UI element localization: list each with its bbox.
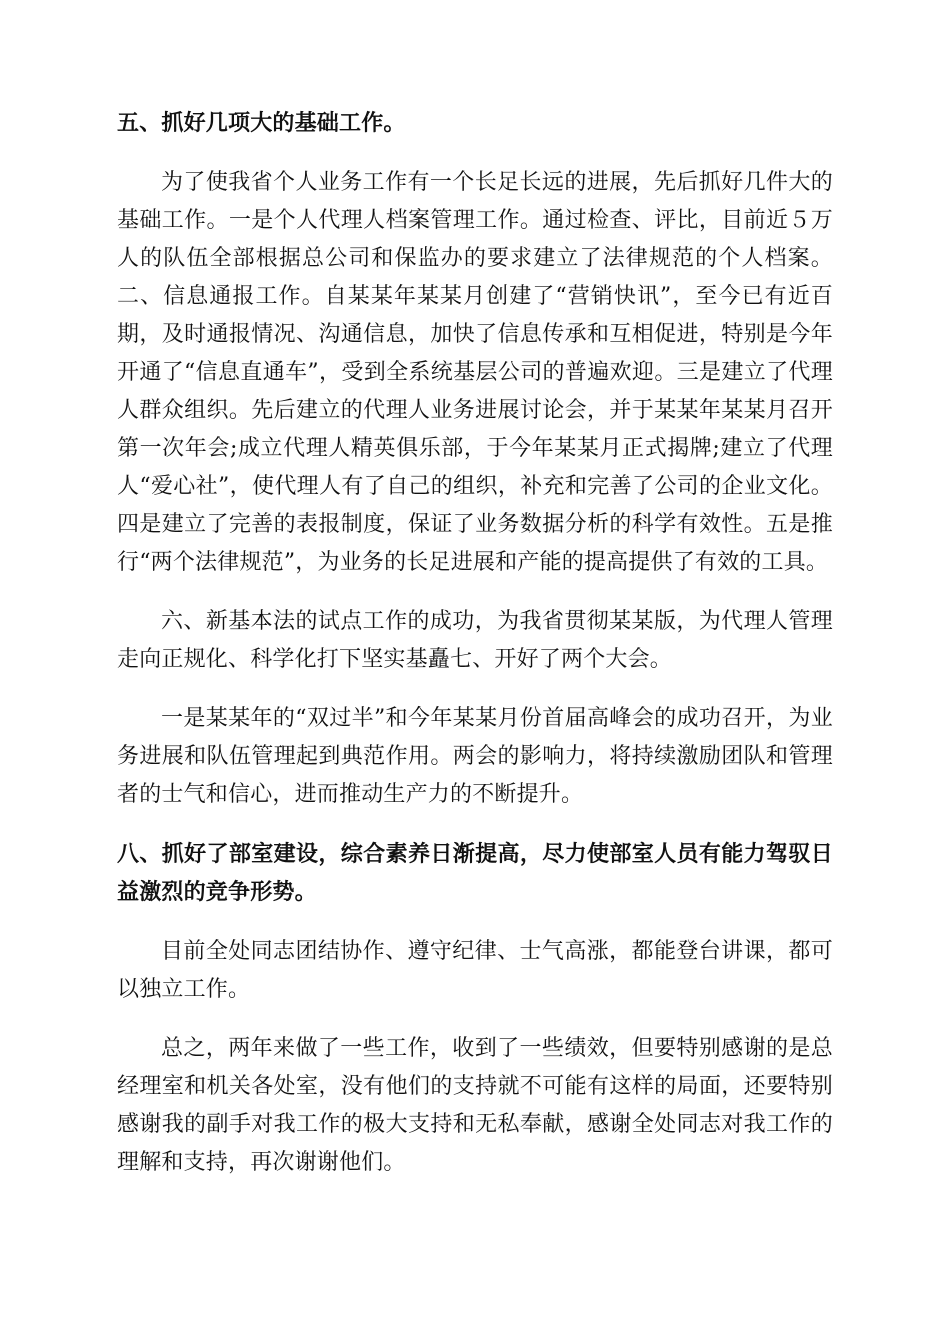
paragraph-conclusion: 总之，两年来做了一些工作，收到了一些绩效，但要特别感谢的是总经理室和机关各处室，没有他们的支持就不可能有这样的局面，还要特别感谢我的副手对我工作的极大支持和无私奉献，感谢全处同志对我工作的理解和支持，再次谢谢他们。 xyxy=(117,1036,833,1175)
paragraph-department-staff: 目前全处同志团结协作、遵守纪律、士气高涨，都能登台讲课，都可以独立工作。 xyxy=(117,939,833,1002)
section-heading-8: 八、抓好了部室建设，综合素养日渐提高，尽力使部室人员有能力驾驭日益激烈的竞争形势。 xyxy=(117,841,833,905)
document-page xyxy=(117,104,833,1203)
section-heading-5: 五、抓好几项大的基础工作。 xyxy=(117,110,406,136)
paragraph-foundation-work: 为了使我省个人业务工作有一个长足长远的进展，先后抓好几件大的基础工作。一是个人代理人档案管理工作。通过检查、评比，目前近５万人的队伍全部根据总公司和保监办的要求建立了法律规范的个人档案。二、信息通报工作。自某某年某某月创建了“营销快讯”，至今已有近百期，及时通报情况、沟通信息，加快了信息传承和互相促进，特别是今年开通了“信息直通车”，受到全系统基层公司的普遍欢迎。三是建立了代理人群众组织。先后建立的代理人业务进展讨论会，并于某某年某某月召开第一次年会;成立代理人精英俱乐部，于今年某某月正式揭牌;建立了代理人“爱心社”，使代理人有了自己的组织，补充和完善了公司的企业文化。四是建立了完善的表报制度，保证了业务数据分析的科学有效性。五是推行“两个法律规范”，为业务的长足进展和产能的提高提供了有效的工具。 xyxy=(117,170,833,575)
paragraph-two-conferences: 一是某某年的“双过半”和今年某某月份首届高峰会的成功召开，为业务进展和队伍管理起到典范作用。两会的影响力，将持续激励团队和管理者的士气和信心，进而推动生产力的不断提升。 xyxy=(117,706,833,807)
paragraph-new-basic-law: 六、新基本法的试点工作的成功，为我省贯彻某某版，为代理人管理走向正规化、科学化打下坚实基矗七、开好了两个大会。 xyxy=(117,609,833,672)
